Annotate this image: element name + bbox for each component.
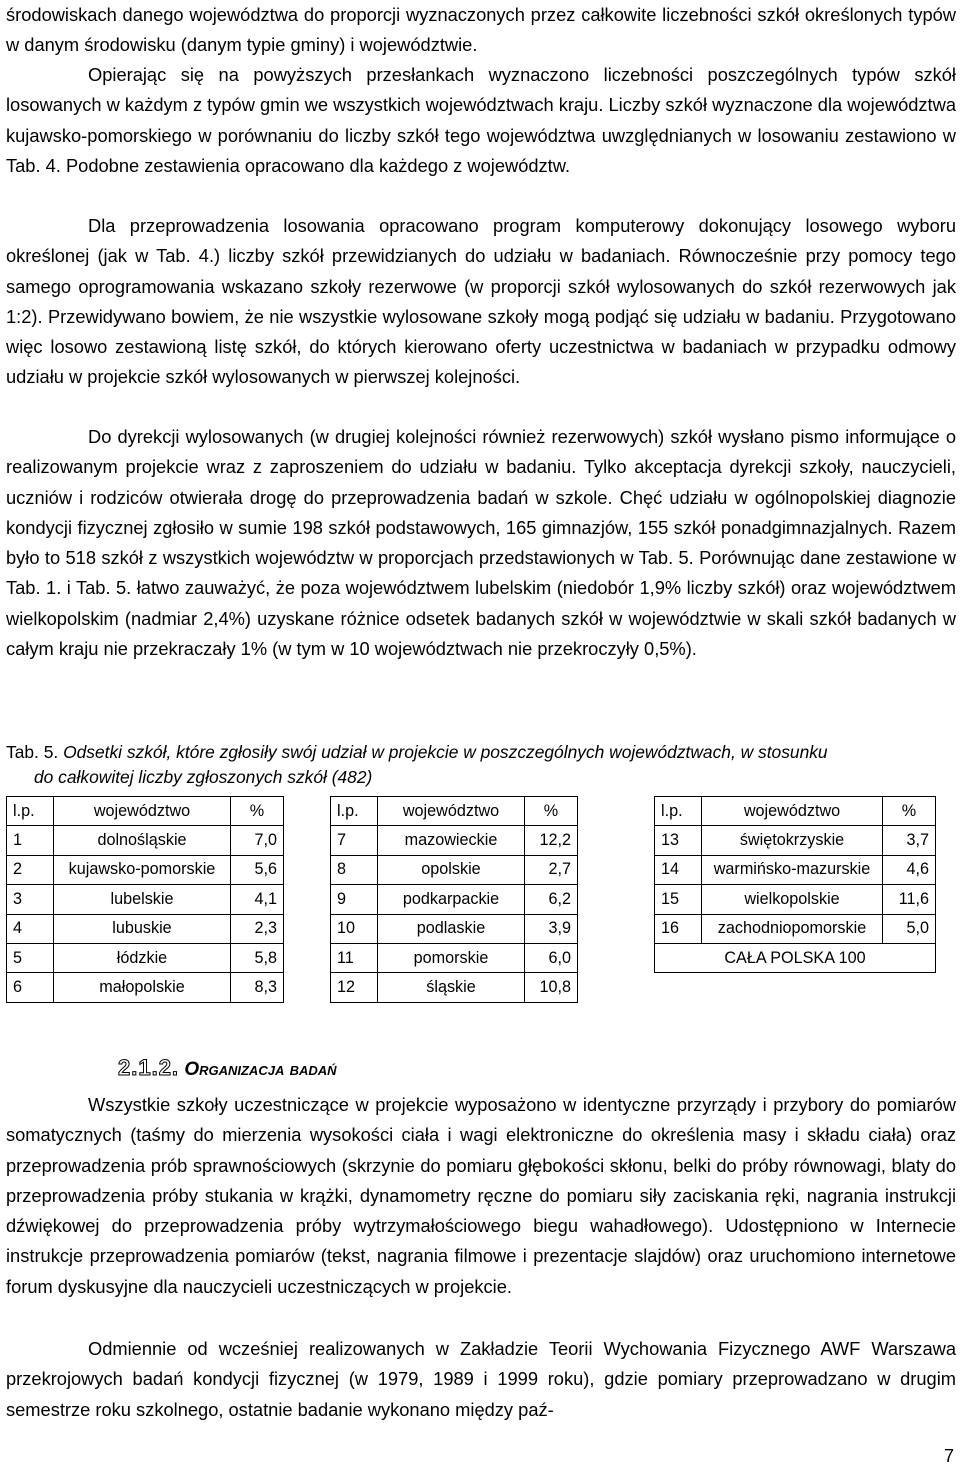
cell-wojewodztwo: śląskie <box>378 973 525 1002</box>
table-row <box>7 943 284 972</box>
cell-percent: 5,8 <box>231 943 284 972</box>
table-total-row <box>655 943 936 972</box>
cell-percent: 4,1 <box>231 885 284 914</box>
header-lp: l.p. <box>331 797 378 826</box>
table-header-row <box>655 797 936 826</box>
cell-lp: 13 <box>655 826 702 855</box>
paragraph-3: Dla przeprowadzenia losowania opracowano program komputerowy dokonujący losowego wyboru określonej (jak w Tab. 4.) liczby szkół przewidzianych do udziału w badaniach. Równocześnie przy pomocy tego samego oprogramowania wskazano szkoły rezerwowe (w proporcji szkół wylosowanych do szkół rezerwowych jak 1:2). Przewidywano bowiem, że nie wszystkie wylosowane szkoły mogą podjąć się udziału w badaniu. Przygotowano więc losowo zestawioną listę szkół, do których kierowano oferty uczestnictwa w badaniach w przypadku odmowy udziału w projekcie szkół wylosowanych w pierwszej kolejności. <box>6 215 956 388</box>
table-row <box>7 885 284 914</box>
table-part-3 <box>654 796 936 973</box>
table-row <box>655 914 936 943</box>
table-row <box>331 826 578 855</box>
cell-percent: 7,0 <box>231 826 284 855</box>
cell-lp: 16 <box>655 914 702 943</box>
section-title: Organizacja badań <box>184 1059 337 1080</box>
cell-wojewodztwo: zachodniopomorskie <box>702 914 883 943</box>
cell-wojewodztwo: małopolskie <box>54 973 231 1002</box>
table-header-row <box>7 797 284 826</box>
cell-percent: 3,9 <box>525 914 578 943</box>
table-row <box>331 855 578 884</box>
table-row <box>655 826 936 855</box>
cell-lp: 6 <box>7 973 54 1002</box>
header-wojewodztwo: województwo <box>378 797 525 826</box>
cell-percent: 2,3 <box>231 914 284 943</box>
cell-lp: 9 <box>331 885 378 914</box>
cell-wojewodztwo: dolnośląskie <box>54 826 231 855</box>
table-row <box>331 885 578 914</box>
cell-lp: 2 <box>7 855 54 884</box>
paragraph-2: Opierając się na powyższych przesłankach wyznaczono liczebności poszczególnych typów szkół losowanych w każdym z typów gmin we wszystkich województwach kraju. Liczby szkół wyznaczone dla województwa kujawsko-pomorskiego w porównaniu do liczby szkół tego województwa uwzględnianych w losowaniu zestawiono w Tab. 4. Podobne zestawienia opracowano dla każdego z województw. <box>6 64 956 176</box>
table-row <box>331 914 578 943</box>
cell-wojewodztwo: podkarpackie <box>378 885 525 914</box>
table-part-1 <box>6 796 284 1003</box>
section-heading <box>118 1054 337 1084</box>
cell-wojewodztwo: opolskie <box>378 855 525 884</box>
section-number: 2.1.2. <box>118 1055 180 1080</box>
header-wojewodztwo: województwo <box>54 797 231 826</box>
table-row <box>7 914 284 943</box>
paragraph-4: Do dyrekcji wylosowanych (w drugiej kolejności również rezerwowych) szkół wysłano pismo informujące o realizowanym projekcie wraz z zaproszeniem do udziału w badaniu. Tylko akceptacja dyrekcji szkoły, nauczycieli, uczniów i rodziców otwierała drogę do przeprowadzenia badań w szkole. Chęć udziału w ogólnopolskiej diagnozie kondycji fizycznej zgłosiło w sumie 198 szkół podstawowych, 165 gimnazjów, 155 szkół ponadgimnazjalnych. Razem było to 518 szkół z wszystkich województw w proporcjach przedstawionych w Tab. 5. Porównując dane zestawione w Tab. 1. i Tab. 5. łatwo zauważyć, że poza województwem lubelskim (niedobór 1,9% liczby szkół) oraz województwem wielkopolskim (nadmiar 2,4%) uzyskane różnice odsetek badanych szkół w województwie w skali szkół badanych w całym kraju nie przekraczały 1% (w tym w 10 województwach nie przekroczyły 0,5%). <box>6 426 956 660</box>
table-header-row <box>331 797 578 826</box>
cell-wojewodztwo: podlaskie <box>378 914 525 943</box>
cell-wojewodztwo: lubelskie <box>54 885 231 914</box>
cell-percent: 11,6 <box>883 885 936 914</box>
cell-percent: 5,0 <box>883 914 936 943</box>
cell-lp: 10 <box>331 914 378 943</box>
cell-lp: 14 <box>655 855 702 884</box>
cell-percent: 3,7 <box>883 826 936 855</box>
header-wojewodztwo: województwo <box>702 797 883 826</box>
table-part-2 <box>330 796 578 1003</box>
table-row <box>655 885 936 914</box>
cell-lp: 4 <box>7 914 54 943</box>
cell-lp: 3 <box>7 885 54 914</box>
cell-percent: 12,2 <box>525 826 578 855</box>
cell-percent: 2,7 <box>525 855 578 884</box>
caption-text-line1: Odsetki szkół, które zgłosiły swój udział w projekcie w poszczególnych województwach, w stosunku <box>63 742 828 762</box>
cell-percent: 10,8 <box>525 973 578 1002</box>
table-row <box>331 973 578 1002</box>
cell-wojewodztwo: wielkopolskie <box>702 885 883 914</box>
cell-lp: 5 <box>7 943 54 972</box>
cell-total: CAŁA POLSKA 100 <box>655 943 936 972</box>
header-percent: % <box>231 797 284 826</box>
cell-percent: 8,3 <box>231 973 284 1002</box>
header-percent: % <box>883 797 936 826</box>
cell-percent: 5,6 <box>231 855 284 884</box>
cell-wojewodztwo: kujawsko-pomorskie <box>54 855 231 884</box>
paragraph-6: Odmiennie od wcześniej realizowanych w Zakładzie Teorii Wychowania Fizycznego AWF Warszawa przekrojowych badań kondycji fizycznej (w 1979, 1989 i 1999 roku), gdzie pomiary przeprowadzano w drugim semestrze roku szkolnego, ostatnie badanie wykonano między paź- <box>6 1338 956 1420</box>
header-lp: l.p. <box>655 797 702 826</box>
cell-percent: 6,2 <box>525 885 578 914</box>
table-caption <box>6 740 956 790</box>
paragraph-1: środowiskach danego województwa do proporcji wyznaczonych przez całkowite liczebności szkół określonych typów w danym środowisku (danym typie gminy) i województwie. <box>6 4 956 56</box>
table-row <box>7 855 284 884</box>
cell-percent: 4,6 <box>883 855 936 884</box>
cell-lp: 15 <box>655 885 702 914</box>
cell-wojewodztwo: łódzkie <box>54 943 231 972</box>
cell-lp: 8 <box>331 855 378 884</box>
table-row <box>7 826 284 855</box>
paragraph-5: Wszystkie szkoły uczestniczące w projekcie wyposażono w identyczne przyrządy i przybory do pomiarów somatycznych (taśmy do mierzenia wysokości ciała i wagi elektroniczne do określenia masy i składu ciała) oraz przeprowadzenia prób sprawnościowych (skrzynie do pomiaru głębokości skłonu, belki do próby równowagi, blaty do przeprowadzenia próby stukania w krążki, dynamometry ręczne do pomiaru siły zaciskania ręki, nagrania instrukcji dźwiękowej do przeprowadzenia próby wytrzymałościowego biegu wahadłowego). Udostępniono w Internecie instrukcje przeprowadzenia pomiarów (tekst, nagrania filmowe i prezentacje slajdów) oraz uruchomiono internetowe forum dyskusyjne dla nauczycieli uczestniczących w projekcie. <box>6 1094 956 1297</box>
table-row <box>655 855 936 884</box>
page-number: 7 <box>943 1446 954 1466</box>
cell-lp: 12 <box>331 973 378 1002</box>
table-row <box>331 943 578 972</box>
cell-lp: 7 <box>331 826 378 855</box>
cell-wojewodztwo: pomorskie <box>378 943 525 972</box>
cell-wojewodztwo: mazowieckie <box>378 826 525 855</box>
table-row <box>7 973 284 1002</box>
cell-percent: 6,0 <box>525 943 578 972</box>
header-lp: l.p. <box>7 797 54 826</box>
cell-lp: 1 <box>7 826 54 855</box>
caption-label: Tab. 5. <box>6 742 59 762</box>
cell-wojewodztwo: świętokrzyskie <box>702 826 883 855</box>
cell-wojewodztwo: lubuskie <box>54 914 231 943</box>
cell-wojewodztwo: warmińsko-mazurskie <box>702 855 883 884</box>
caption-text-line2: do całkowitej liczby zgłoszonych szkół (482) <box>34 767 373 787</box>
cell-lp: 11 <box>331 943 378 972</box>
header-percent: % <box>525 797 578 826</box>
